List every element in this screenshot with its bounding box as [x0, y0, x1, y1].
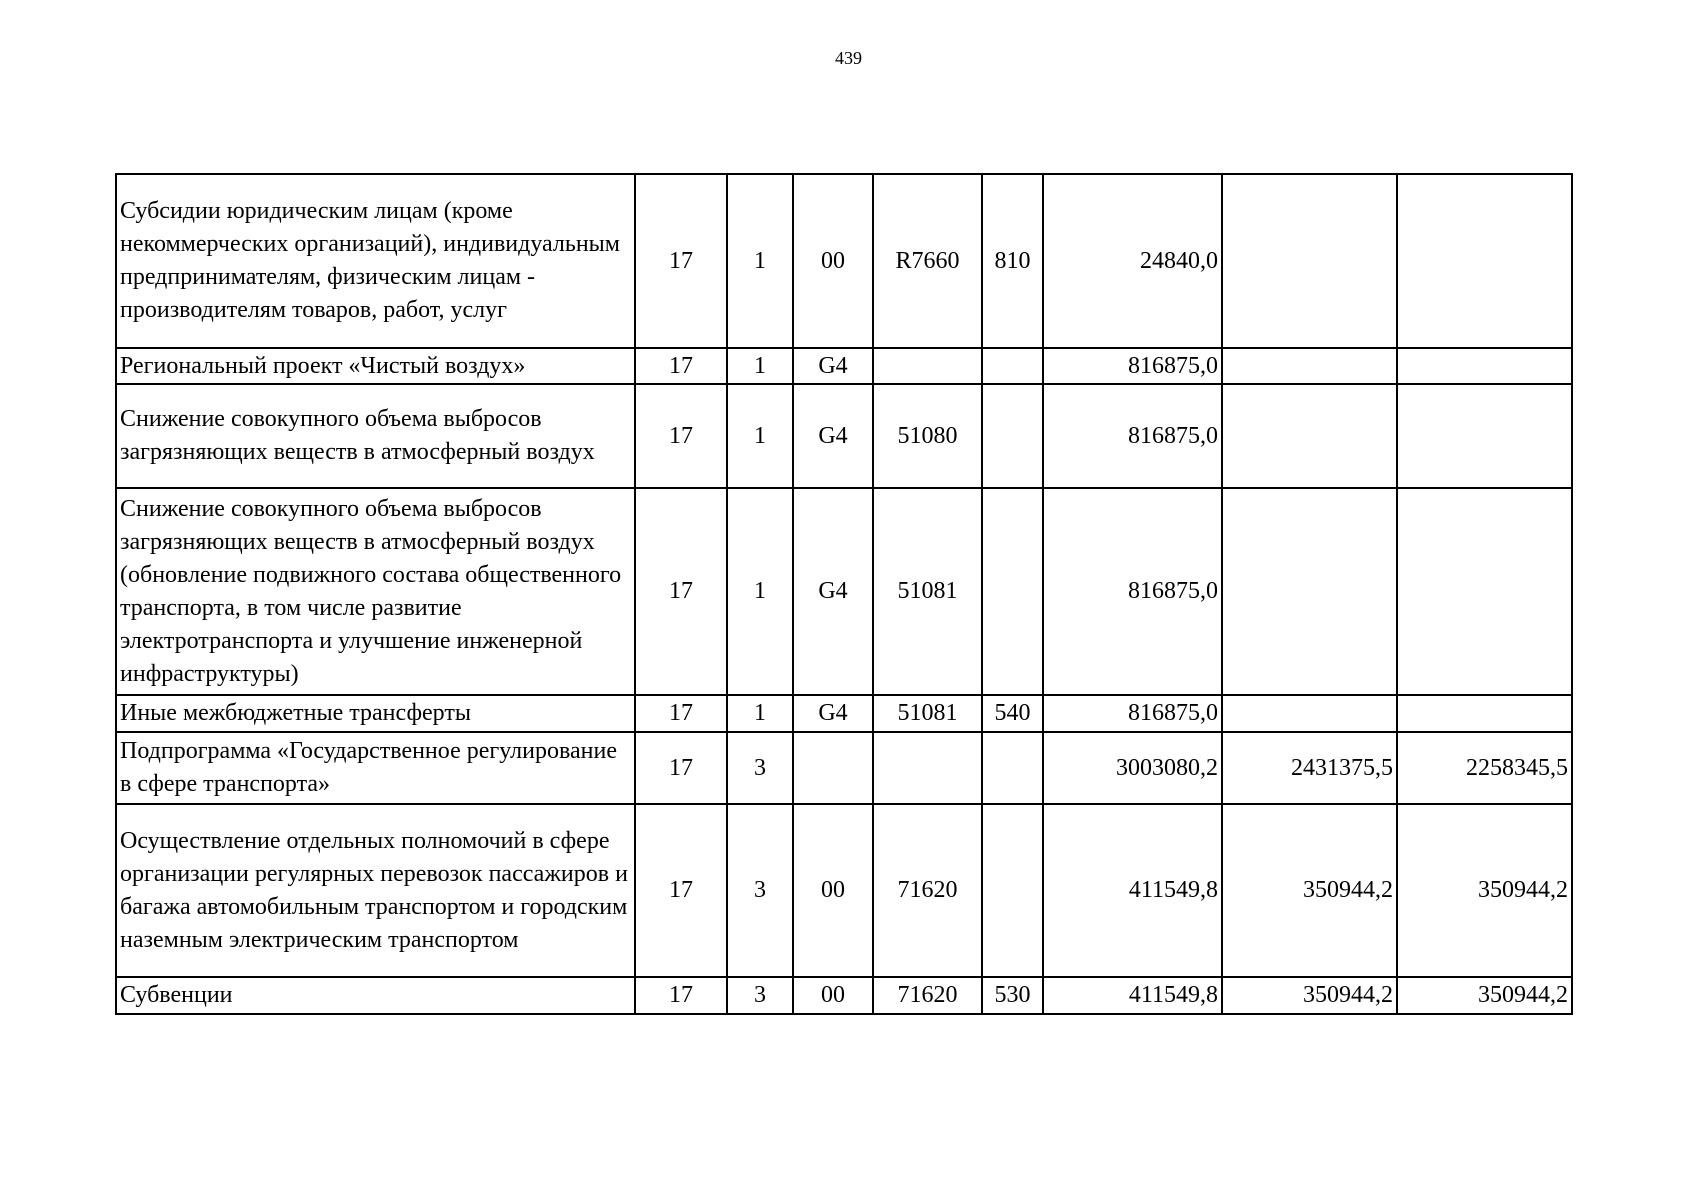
- code-cell: 51081: [873, 488, 982, 695]
- code-cell: 17: [635, 384, 727, 488]
- amount-cell: [1397, 488, 1572, 695]
- row-name: Снижение совокупного объема выбросов загрязняющих веществ в атмосферный воздух (обновление подвижного состава общественного транспорта, в том числе развитие электротранспорта и улучшение инженерной инфраструктуры): [116, 488, 635, 695]
- amount-cell: [1222, 695, 1397, 732]
- code-cell: [873, 732, 982, 804]
- amount-cell: 2258345,5: [1397, 732, 1572, 804]
- code-cell: 51080: [873, 384, 982, 488]
- code-cell: 17: [635, 174, 727, 348]
- code-cell: 00: [793, 174, 873, 348]
- amount-cell: [1397, 695, 1572, 732]
- code-cell: 1: [727, 174, 793, 348]
- amount-cell: 3003080,2: [1043, 732, 1222, 804]
- code-cell: 17: [635, 695, 727, 732]
- table-row: [116, 384, 1572, 488]
- row-name: Региональный проект «Чистый воздух»: [116, 348, 635, 384]
- amount-cell: 411549,8: [1043, 804, 1222, 977]
- code-cell: 3: [727, 977, 793, 1014]
- table-row: [116, 348, 1572, 384]
- table-row: [116, 174, 1572, 348]
- code-cell: G4: [793, 488, 873, 695]
- code-cell: [982, 488, 1043, 695]
- amount-cell: 816875,0: [1043, 695, 1222, 732]
- code-cell: [982, 804, 1043, 977]
- page-number: 439: [835, 48, 862, 68]
- code-cell: 1: [727, 695, 793, 732]
- code-cell: 1: [727, 384, 793, 488]
- row-name: Иные межбюджетные трансферты: [116, 695, 635, 732]
- amount-cell: 816875,0: [1043, 384, 1222, 488]
- row-name: Субсидии юридическим лицам (кроме некоммерческих организаций), индивидуальным предпринимателям, физическим лицам - производителям товаров, работ, услуг: [116, 174, 635, 348]
- amount-cell: 24840,0: [1043, 174, 1222, 348]
- amount-cell: 350944,2: [1397, 804, 1572, 977]
- code-cell: 3: [727, 732, 793, 804]
- amount-cell: 350944,2: [1222, 804, 1397, 977]
- code-cell: 00: [793, 977, 873, 1014]
- code-cell: [793, 732, 873, 804]
- code-cell: 17: [635, 977, 727, 1014]
- amount-cell: 350944,2: [1397, 977, 1572, 1014]
- amount-cell: 816875,0: [1043, 488, 1222, 695]
- code-cell: G4: [793, 695, 873, 732]
- code-cell: 810: [982, 174, 1043, 348]
- code-cell: [982, 348, 1043, 384]
- amount-cell: [1222, 174, 1397, 348]
- row-name: Подпрограмма «Государственное регулирование в сфере транспорта»: [116, 732, 635, 804]
- code-cell: R7660: [873, 174, 982, 348]
- code-cell: 17: [635, 488, 727, 695]
- code-cell: G4: [793, 348, 873, 384]
- code-cell: 17: [635, 348, 727, 384]
- amount-cell: 411549,8: [1043, 977, 1222, 1014]
- amount-cell: [1397, 174, 1572, 348]
- code-cell: 71620: [873, 977, 982, 1014]
- amount-cell: [1222, 488, 1397, 695]
- amount-cell: 2431375,5: [1222, 732, 1397, 804]
- amount-cell: 350944,2: [1222, 977, 1397, 1014]
- row-name: Субвенции: [116, 977, 635, 1014]
- code-cell: 1: [727, 348, 793, 384]
- code-cell: [982, 384, 1043, 488]
- code-cell: 530: [982, 977, 1043, 1014]
- code-cell: [982, 732, 1043, 804]
- table-row: [116, 804, 1572, 977]
- budget-table: [115, 173, 1573, 1015]
- code-cell: 51081: [873, 695, 982, 732]
- table-row: [116, 732, 1572, 804]
- table-row: [116, 977, 1572, 1014]
- amount-cell: [1397, 384, 1572, 488]
- code-cell: G4: [793, 384, 873, 488]
- code-cell: 1: [727, 488, 793, 695]
- amount-cell: [1397, 348, 1572, 384]
- table-row: [116, 695, 1572, 732]
- table-row: [116, 488, 1572, 695]
- amount-cell: [1222, 348, 1397, 384]
- code-cell: 17: [635, 804, 727, 977]
- amount-cell: 816875,0: [1043, 348, 1222, 384]
- code-cell: 71620: [873, 804, 982, 977]
- code-cell: [873, 348, 982, 384]
- code-cell: 17: [635, 732, 727, 804]
- amount-cell: [1222, 384, 1397, 488]
- code-cell: 00: [793, 804, 873, 977]
- code-cell: 540: [982, 695, 1043, 732]
- row-name: Снижение совокупного объема выбросов загрязняющих веществ в атмосферный воздух: [116, 384, 635, 488]
- code-cell: 3: [727, 804, 793, 977]
- row-name: Осуществление отдельных полномочий в сфере организации регулярных перевозок пассажиров и багажа автомобильным транспортом и городским наземным электрическим транспортом: [116, 804, 635, 977]
